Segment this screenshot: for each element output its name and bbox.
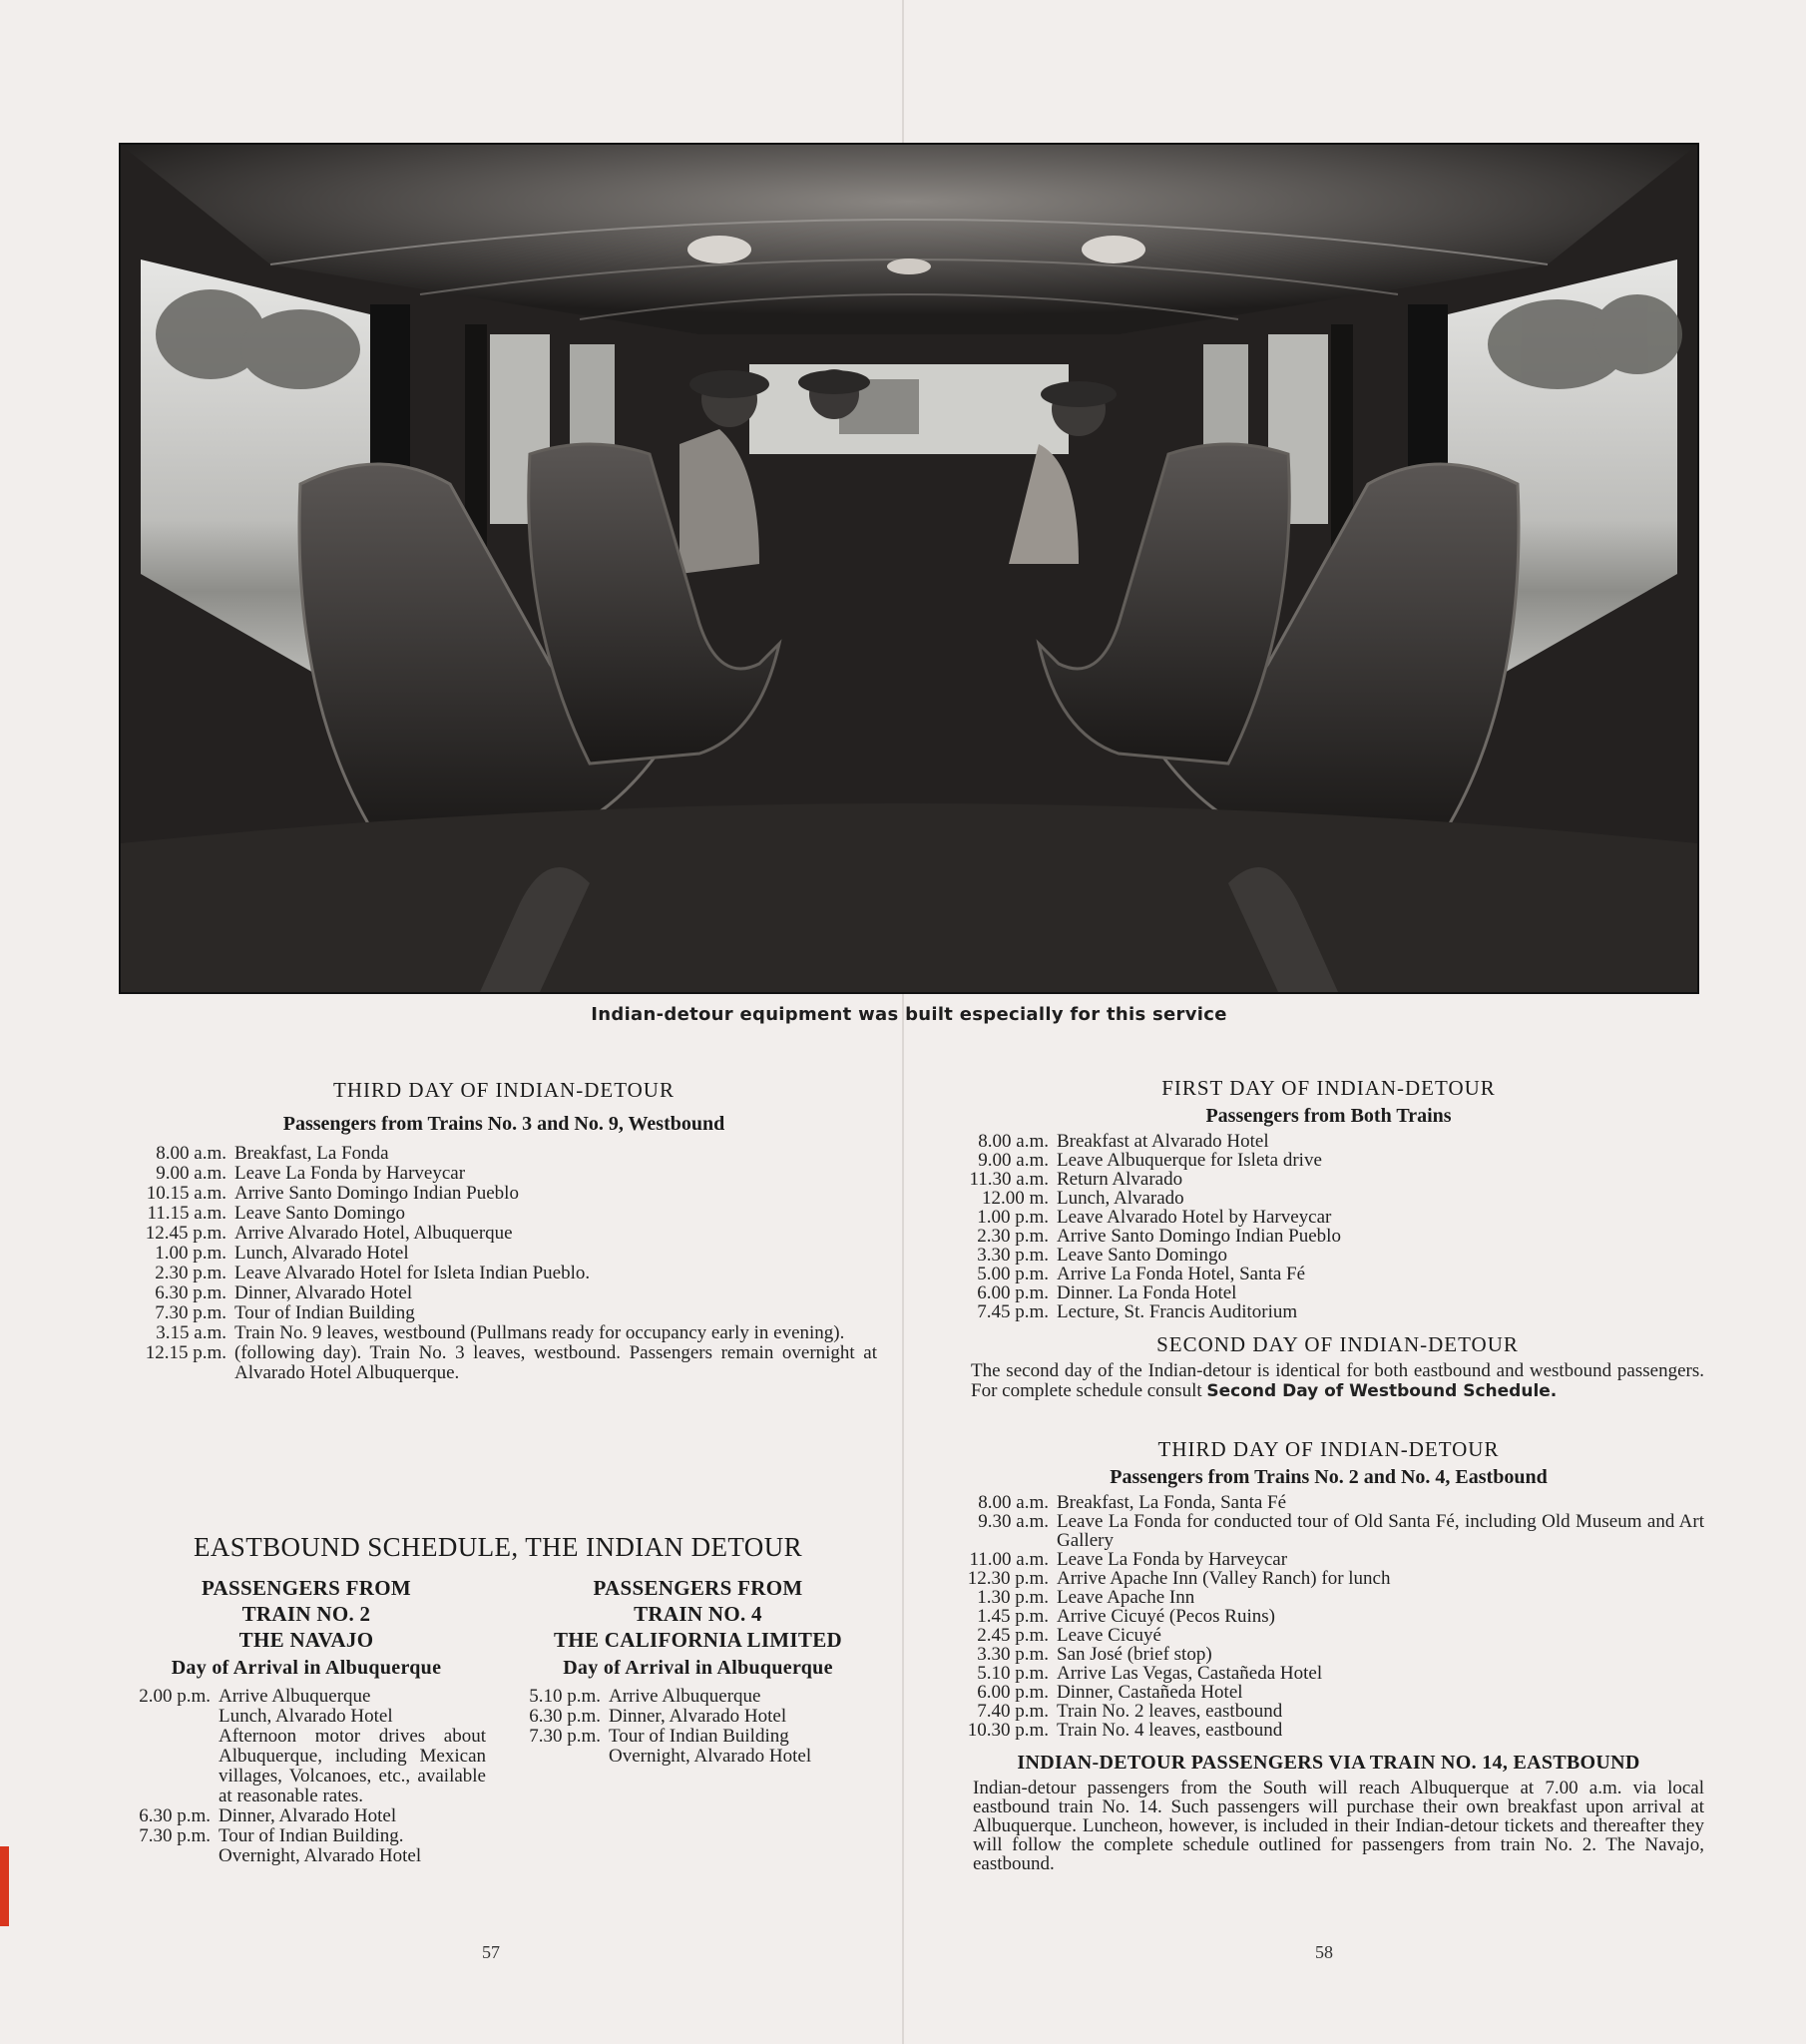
schedule-time: 3.30 p.m. (977, 1245, 1049, 1266)
schedule-time: 9.30 a.m. (978, 1511, 1049, 1532)
schedule-description: San José (brief stop) (1057, 1644, 1212, 1665)
schedule-description: Train No. 2 leaves, eastbound (1057, 1701, 1283, 1722)
right-first-day-section (953, 1076, 1704, 1321)
schedule-row (953, 1302, 1704, 1321)
schedule-row (517, 1687, 879, 1707)
page-number-right: 58 (1315, 1942, 1333, 1962)
right-train14-title: INDIAN-DETOUR PASSENGERS VIA TRAIN NO. 14, EASTBOUND (1017, 1752, 1640, 1774)
right-third-day-schedule (953, 1493, 1704, 1740)
train2-schedule (127, 1687, 486, 1866)
schedule-description: Leave La Fonda for conducted tour of Old Santa Fé, including Old Museum and Art Gallery (1057, 1511, 1704, 1551)
schedule-row (953, 1493, 1704, 1512)
schedule-row (131, 1184, 877, 1204)
schedule-description: Arrive Alvarado Hotel, Albuquerque (234, 1223, 513, 1244)
schedule-description: Leave La Fonda by Harveycar (1057, 1549, 1288, 1570)
train2-line2: TRAIN NO. 2 (241, 1602, 371, 1626)
schedule-time (517, 1747, 609, 1767)
eastbound-schedule-title: EASTBOUND SCHEDULE, THE INDIAN DETOUR (193, 1532, 803, 1562)
schedule-description: Tour of Indian Building. (219, 1825, 404, 1846)
train4-line2: TRAIN NO. 4 (634, 1602, 762, 1626)
left-third-day-schedule (131, 1144, 877, 1383)
train4-line1: PASSENGERS FROM (593, 1576, 803, 1600)
schedule-time: 11.00 a.m. (969, 1549, 1049, 1570)
left-third-day-subtitle: Passengers from Trains No. 3 and No. 9, Westbound (282, 1113, 725, 1135)
schedule-row (131, 1164, 877, 1184)
schedule-row (953, 1189, 1704, 1208)
schedule-row (517, 1747, 879, 1767)
schedule-time: 1.00 p.m. (155, 1243, 226, 1264)
schedule-row (953, 1246, 1704, 1265)
schedule-description: Leave Alvarado Hotel for Isleta Indian Pueblo. (234, 1263, 591, 1283)
schedule-time: 3.30 p.m. (977, 1644, 1049, 1665)
schedule-row (953, 1550, 1704, 1569)
schedule-time: 2.45 p.m. (977, 1625, 1049, 1646)
schedule-description: Tour of Indian Building (234, 1302, 415, 1323)
train2-line3: THE NAVAJO (238, 1628, 374, 1652)
schedule-time: 5.00 p.m. (977, 1264, 1049, 1284)
schedule-row (953, 1702, 1704, 1721)
schedule-time: 1.45 p.m. (977, 1606, 1049, 1627)
schedule-description: Lunch, Alvarado Hotel (234, 1243, 409, 1264)
right-train14-section (953, 1752, 1704, 1873)
schedule-time: 2.30 p.m. (977, 1226, 1049, 1247)
schedule-row (953, 1664, 1704, 1683)
schedule-time: 7.30 p.m. (139, 1825, 211, 1846)
right-second-day-title: SECOND DAY OF INDIAN-DETOUR (1156, 1332, 1519, 1356)
schedule-description: (following day). Train No. 3 leaves, westbound. Passengers remain overnight at Alvarado Hotel Albuquerque. (234, 1342, 877, 1383)
schedule-description: Dinner, Alvarado Hotel (609, 1706, 787, 1727)
schedule-time: 6.00 p.m. (977, 1282, 1049, 1303)
schedule-time: 2.00 p.m. (139, 1686, 211, 1707)
schedule-time (127, 1727, 219, 1806)
schedule-description: Lecture, St. Francis Auditorium (1057, 1301, 1298, 1322)
schedule-description: Afternoon motor drives about Albuquerque, including Mexican villages, Volcanoes, etc., available at reasonable rates. (219, 1726, 486, 1806)
schedule-time: 6.30 p.m. (155, 1282, 226, 1303)
schedule-description: Arrive Cicuyé (Pecos Ruins) (1057, 1606, 1275, 1627)
schedule-time: 10.15 a.m. (146, 1183, 226, 1204)
schedule-row (953, 1683, 1704, 1702)
schedule-description: Breakfast, La Fonda, Santa Fé (1057, 1492, 1287, 1513)
schedule-description: Arrive La Fonda Hotel, Santa Fé (1057, 1264, 1306, 1284)
right-second-day-section (971, 1332, 1704, 1401)
schedule-time (127, 1846, 219, 1866)
schedule-row (953, 1208, 1704, 1227)
train4-day-line: Day of Arrival in Albuquerque (563, 1657, 833, 1679)
schedule-row (953, 1569, 1704, 1588)
schedule-row (517, 1727, 879, 1747)
schedule-row (131, 1343, 877, 1383)
schedule-row (127, 1707, 486, 1727)
schedule-row (953, 1626, 1704, 1645)
schedule-row (953, 1607, 1704, 1626)
schedule-description: Dinner. La Fonda Hotel (1057, 1282, 1237, 1303)
schedule-time: 6.30 p.m. (529, 1706, 601, 1727)
schedule-row (127, 1846, 486, 1866)
coach-interior-illustration (121, 145, 1697, 992)
schedule-time: 5.10 p.m. (977, 1663, 1049, 1684)
schedule-row (131, 1303, 877, 1323)
page-edge-tab (0, 1846, 9, 1926)
schedule-row (953, 1721, 1704, 1740)
schedule-row (127, 1806, 486, 1826)
schedule-description: Breakfast, La Fonda (234, 1143, 389, 1164)
schedule-time: 8.00 a.m. (978, 1131, 1049, 1152)
schedule-time: 12.30 p.m. (967, 1568, 1049, 1589)
schedule-row (953, 1588, 1704, 1607)
right-train14-text: Indian-detour passengers from the South will reach Albuquerque at 7.00 a.m. via local eastbound train No. 14. Such passengers will purchase their own breakfast upon arrival at Albuquerque. Luncheon, however, is included in their Indian-detour tickets and thereafter they will follow the complete schedule outlined for passengers from train No. 2. The Navajo, eastbound. (973, 1778, 1704, 1874)
schedule-time: 5.10 p.m. (529, 1686, 601, 1707)
schedule-time: 3.15 a.m. (156, 1322, 226, 1343)
schedule-row (131, 1283, 877, 1303)
schedule-time: 1.30 p.m. (977, 1587, 1049, 1608)
schedule-description: Lunch, Alvarado Hotel (219, 1706, 393, 1727)
right-first-day-schedule (953, 1132, 1704, 1321)
left-third-day-section (131, 1078, 877, 1383)
schedule-description: Leave Santo Domingo (234, 1203, 405, 1224)
schedule-time (127, 1707, 219, 1727)
schedule-description: Breakfast at Alvarado Hotel (1057, 1131, 1269, 1152)
schedule-description: Overnight, Alvarado Hotel (219, 1845, 422, 1866)
train2-column (127, 1575, 486, 1866)
schedule-time: 9.00 a.m. (978, 1150, 1049, 1171)
schedule-time: 7.30 p.m. (155, 1302, 226, 1323)
schedule-row (131, 1204, 877, 1224)
schedule-description: Leave Cicuyé (1057, 1625, 1161, 1646)
train4-column (517, 1575, 879, 1767)
schedule-description: Overnight, Alvarado Hotel (609, 1746, 812, 1767)
schedule-description: Arrive Albuquerque (219, 1686, 371, 1707)
schedule-description: Arrive Santo Domingo Indian Pueblo (234, 1183, 519, 1204)
schedule-row (953, 1645, 1704, 1664)
schedule-row (953, 1283, 1704, 1302)
schedule-row (953, 1227, 1704, 1246)
schedule-description: Dinner, Alvarado Hotel (234, 1282, 413, 1303)
schedule-row (127, 1687, 486, 1707)
right-second-day-bold: Second Day of Westbound Schedule. (1206, 1381, 1558, 1401)
schedule-description: Leave Apache Inn (1057, 1587, 1195, 1608)
schedule-description: Arrive Santo Domingo Indian Pueblo (1057, 1226, 1341, 1247)
schedule-description: Leave Alvarado Hotel by Harveycar (1057, 1207, 1332, 1228)
right-first-day-subtitle: Passengers from Both Trains (1205, 1105, 1452, 1127)
schedule-row (953, 1132, 1704, 1151)
right-second-day-text (971, 1361, 1704, 1401)
schedule-description: Dinner, Alvarado Hotel (219, 1805, 397, 1826)
schedule-description: Return Alvarado (1057, 1169, 1183, 1190)
train2-heading (127, 1575, 486, 1681)
schedule-time: 11.30 a.m. (969, 1169, 1049, 1190)
schedule-time: 7.45 p.m. (977, 1301, 1049, 1322)
schedule-description: Tour of Indian Building (609, 1726, 789, 1747)
schedule-time: 8.00 a.m. (156, 1143, 226, 1164)
train2-day-line: Day of Arrival in Albuquerque (171, 1657, 442, 1679)
schedule-description: Leave Santo Domingo (1057, 1245, 1227, 1266)
right-third-day-title: THIRD DAY OF INDIAN-DETOUR (1157, 1437, 1500, 1461)
schedule-row (953, 1151, 1704, 1170)
schedule-description: Arrive Albuquerque (609, 1686, 761, 1707)
train4-schedule (517, 1687, 879, 1767)
schedule-time: 7.40 p.m. (977, 1701, 1049, 1722)
train4-line3: THE CALIFORNIA LIMITED (554, 1628, 842, 1652)
right-third-day-subtitle: Passengers from Trains No. 2 and No. 4, Eastbound (1110, 1466, 1548, 1488)
schedule-time: 9.00 a.m. (156, 1163, 226, 1184)
schedule-description: Dinner, Castañeda Hotel (1057, 1682, 1243, 1703)
schedule-time: 1.00 p.m. (977, 1207, 1049, 1228)
schedule-time: 12.00 m. (981, 1188, 1049, 1209)
schedule-row (517, 1707, 879, 1727)
schedule-description: Train No. 4 leaves, eastbound (1057, 1720, 1283, 1741)
schedule-row (131, 1244, 877, 1264)
schedule-time: 6.00 p.m. (977, 1682, 1049, 1703)
schedule-time: 11.15 a.m. (147, 1203, 226, 1224)
photo-caption: Indian-detour equipment was built especially for this service (591, 1004, 1227, 1025)
schedule-row (127, 1826, 486, 1846)
schedule-time: 10.30 p.m. (967, 1720, 1049, 1741)
train2-line1: PASSENGERS FROM (201, 1576, 412, 1600)
schedule-row (953, 1512, 1704, 1550)
train4-heading (517, 1575, 879, 1681)
schedule-description: Arrive Las Vegas, Castañeda Hotel (1057, 1663, 1323, 1684)
page-number-left: 57 (482, 1942, 500, 1962)
schedule-time: 12.45 p.m. (145, 1223, 226, 1244)
schedule-row (953, 1265, 1704, 1283)
schedule-time: 12.15 p.m. (145, 1342, 226, 1363)
schedule-row (131, 1264, 877, 1283)
right-second-day-body: The second day of the Indian-detour is identical for both eastbound and westbound passengers. For complete schedule consult (971, 1360, 1704, 1401)
schedule-description: Leave La Fonda by Harveycar (234, 1163, 466, 1184)
schedule-description: Train No. 9 leaves, westbound (Pullmans ready for occupancy early in evening). (234, 1322, 845, 1343)
right-third-day-section (953, 1437, 1704, 1740)
right-first-day-title: FIRST DAY OF INDIAN-DETOUR (1161, 1076, 1496, 1100)
schedule-time: 2.30 p.m. (155, 1263, 226, 1283)
schedule-description: Leave Albuquerque for Isleta drive (1057, 1150, 1322, 1171)
schedule-row (131, 1144, 877, 1164)
coach-interior-photo (119, 143, 1699, 994)
schedule-time: 6.30 p.m. (139, 1805, 211, 1826)
schedule-description: Arrive Apache Inn (Valley Ranch) for lunch (1057, 1568, 1391, 1589)
left-third-day-title: THIRD DAY OF INDIAN-DETOUR (333, 1078, 675, 1102)
schedule-time: 8.00 a.m. (978, 1492, 1049, 1513)
schedule-time: 7.30 p.m. (529, 1726, 601, 1747)
schedule-row (127, 1727, 486, 1806)
schedule-row (131, 1323, 877, 1343)
schedule-description: Lunch, Alvarado (1057, 1188, 1184, 1209)
schedule-row (953, 1170, 1704, 1189)
schedule-row (131, 1224, 877, 1244)
